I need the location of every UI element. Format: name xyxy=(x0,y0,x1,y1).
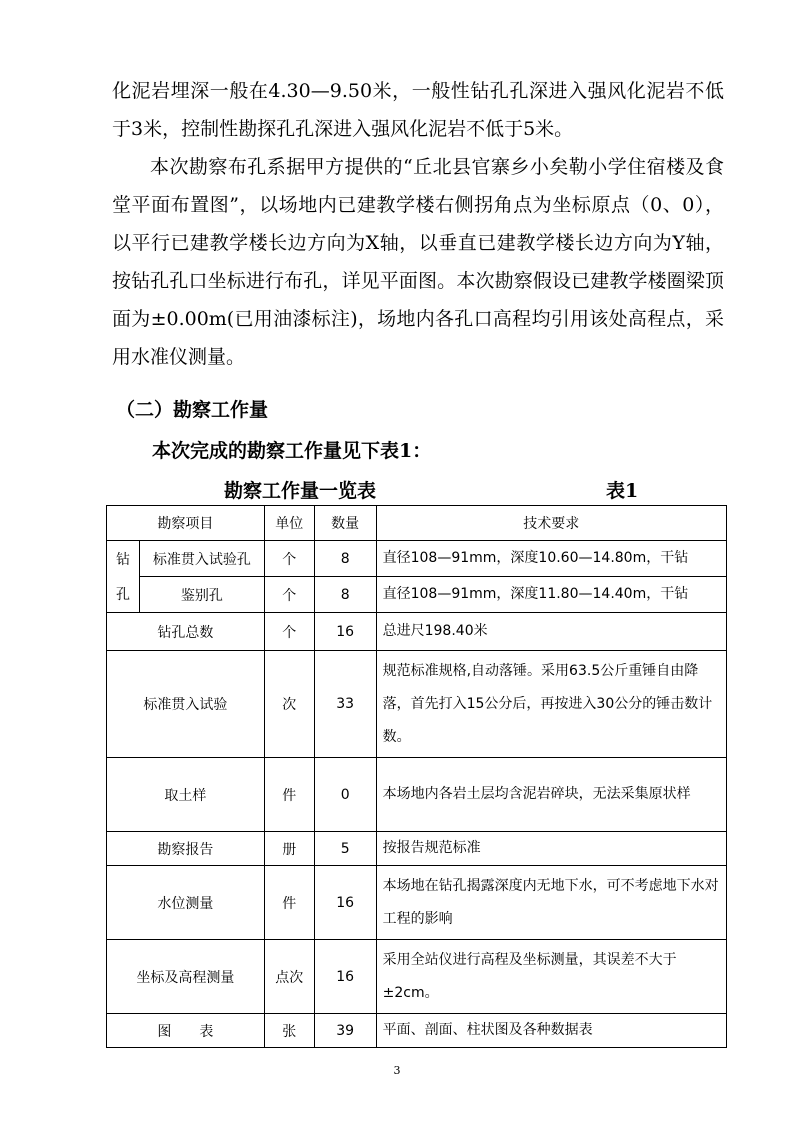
row-req: 本场地在钻孔揭露深度内无地下水，可不考虑地下水对工程的影响 xyxy=(376,866,726,940)
row-item: 取土样 xyxy=(107,758,265,832)
paragraph-2: 本次勘察布孔系据甲方提供的“丘北县官寨乡小矣勒小学住宿楼及食堂平面布置图”，以场地内已建教学楼右侧拐角点为坐标原点（0、0），以平行已建教学楼长边方向为X轴，以垂直已建教学楼长边方向为Y轴，按钻孔孔口坐标进行布孔，详见平面图。本次勘察假设已建教学楼圈梁顶面为±0.00m(已用油漆标注)，场地内各孔口高程均引用该处高程点，采用水准仪测量。 xyxy=(112,156,724,368)
table-row xyxy=(107,1014,727,1048)
row-req: 本场地内各岩土层均含泥岩碎块，无法采集原状样 xyxy=(376,758,726,832)
row-item: 图 表 xyxy=(107,1014,265,1048)
row-req: 总进尺198.40米 xyxy=(376,613,726,651)
row-req: 直径108—91mm，深度10.60—14.80m，干钻 xyxy=(376,541,726,577)
header-item: 勘察项目 xyxy=(107,506,265,541)
row-item: 鉴别孔 xyxy=(139,577,264,613)
row-unit: 个 xyxy=(264,577,314,613)
header-unit: 单位 xyxy=(264,506,314,541)
row-qty: 5 xyxy=(314,832,376,866)
row-qty: 16 xyxy=(314,613,376,651)
row-unit: 点次 xyxy=(264,940,314,1014)
row-req: 采用全站仪进行高程及坐标测量，其误差不大于±2cm。 xyxy=(376,940,726,1014)
section-heading: （二）勘察工作量 xyxy=(116,399,269,421)
table-row xyxy=(107,832,727,866)
table-header-row xyxy=(107,506,727,541)
row-req: 规范标准规格,自动落锤。采用63.5公斤重锤自由降落，首先打入15公分后，再按进入30公分的锤击数计数。 xyxy=(376,651,726,758)
table-row xyxy=(107,758,727,832)
table-row xyxy=(107,866,727,940)
row-unit: 次 xyxy=(264,651,314,758)
table-row xyxy=(107,613,727,651)
row-req: 直径108—91mm，深度11.80—14.40m，干钻 xyxy=(376,577,726,613)
table-number: 表1 xyxy=(606,480,639,502)
row-qty: 8 xyxy=(314,541,376,577)
row-item: 标准贯入试验孔 xyxy=(139,541,264,577)
table-row xyxy=(107,940,727,1014)
survey-workload-table xyxy=(106,505,727,1048)
row-req: 按报告规范标准 xyxy=(376,832,726,866)
row-qty: 8 xyxy=(314,577,376,613)
row-item: 水位测量 xyxy=(107,866,265,940)
row-qty: 16 xyxy=(314,940,376,1014)
row-qty: 16 xyxy=(314,866,376,940)
table-row xyxy=(107,577,727,613)
table-row xyxy=(107,541,727,577)
row-item: 坐标及高程测量 xyxy=(107,940,265,1014)
table-intro-text: 本次完成的勘察工作量见下表1： xyxy=(152,440,432,462)
drill-group-label-bottom: 孔 xyxy=(107,577,140,613)
row-item: 标准贯入试验 xyxy=(107,651,265,758)
table-caption: 勘察工作量一览表 xyxy=(224,480,377,502)
page-number: 3 xyxy=(393,1064,401,1077)
row-unit: 件 xyxy=(264,866,314,940)
row-unit: 个 xyxy=(264,613,314,651)
row-unit: 张 xyxy=(264,1014,314,1048)
row-item: 钻孔总数 xyxy=(107,613,265,651)
row-qty: 33 xyxy=(314,651,376,758)
header-qty: 数量 xyxy=(314,506,376,541)
paragraph-1: 化泥岩埋深一般在4.30—9.50米，一般性钻孔孔深进入强风化泥岩不低于3米，控制性勘探孔孔深进入强风化泥岩不低于5米。 xyxy=(112,80,724,140)
row-unit: 个 xyxy=(264,541,314,577)
header-req: 技术要求 xyxy=(376,506,726,541)
drill-group-label-top: 钻 xyxy=(107,541,140,577)
row-req: 平面、剖面、柱状图及各种数据表 xyxy=(376,1014,726,1048)
row-item: 勘察报告 xyxy=(107,832,265,866)
row-qty: 39 xyxy=(314,1014,376,1048)
row-unit: 册 xyxy=(264,832,314,866)
row-unit: 件 xyxy=(264,758,314,832)
table-row xyxy=(107,651,727,758)
row-qty: 0 xyxy=(314,758,376,832)
